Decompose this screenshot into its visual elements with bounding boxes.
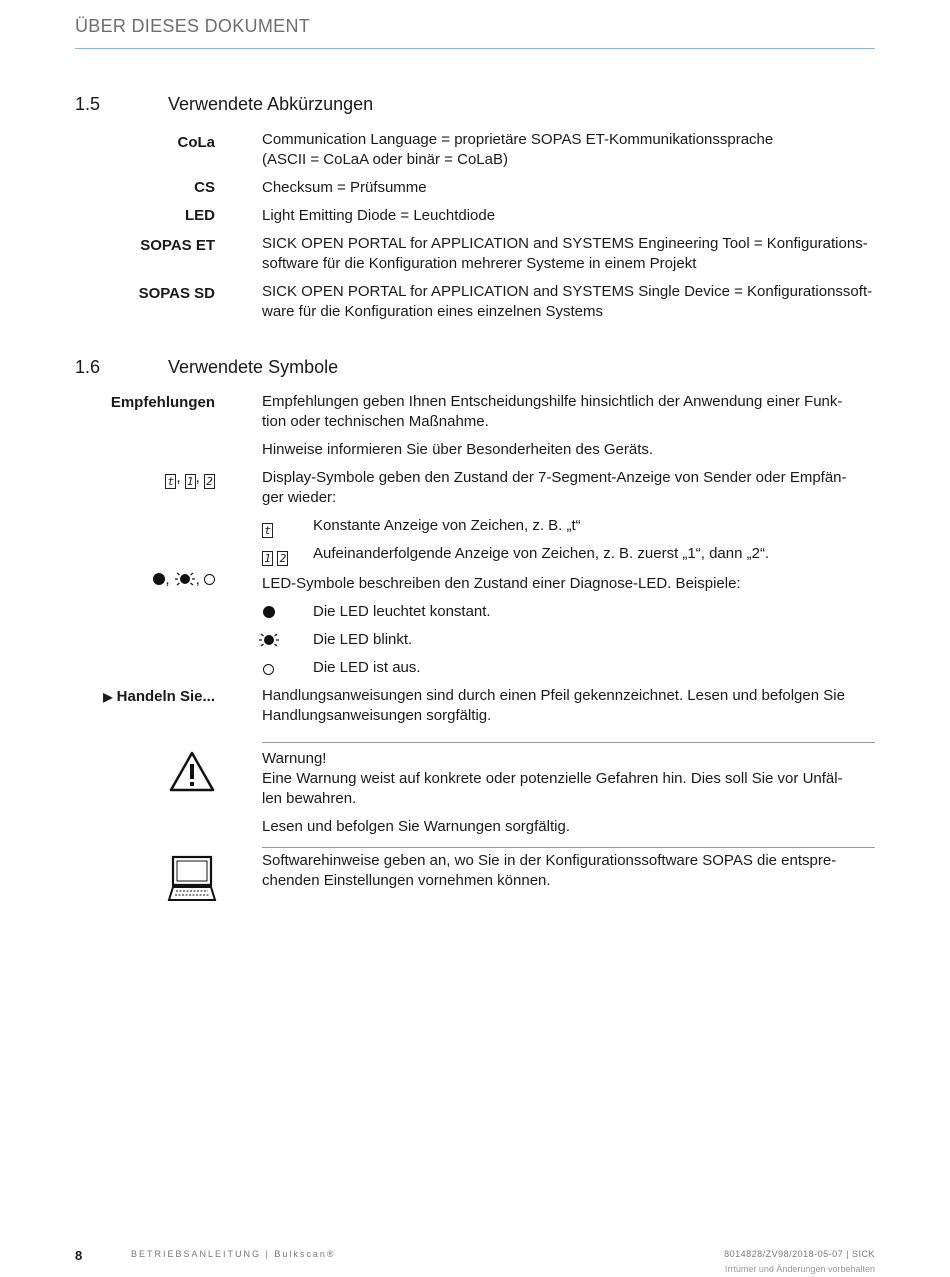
desc-line: chenden Einstellungen vornehmen können.: [262, 872, 551, 889]
seg-display-1-icon: 1: [185, 474, 196, 489]
abbr-desc-line: Communication Language = proprietäre SOPAS ET-Kommunikationssprache: [262, 131, 774, 148]
section-number: 1.5: [75, 94, 101, 114]
seg-display-t-icon: t: [165, 474, 176, 489]
abbr-desc-sopas-sd: [262, 282, 874, 322]
warning-line: len bewahren.: [262, 790, 357, 807]
seg-display-2-icon: 2: [277, 551, 288, 566]
page-number: 8: [75, 1248, 83, 1263]
seg-display-t-icon: t: [262, 523, 273, 538]
led-off-text: Die LED ist aus.: [313, 659, 421, 676]
symbol-desc-display: [262, 468, 874, 508]
software-block: [262, 851, 874, 891]
abbr-desc-sopas-et: [262, 234, 874, 274]
desc-line: Empfehlungen geben Ihnen Entscheidungshilfe hinsichtlich der Anwendung einer Funk-: [262, 393, 843, 410]
abbr-desc-line: software für die Konfiguration mehrerer Systeme in einem Projekt: [262, 255, 697, 272]
led-blink-icon: [258, 633, 280, 647]
display-symbols: t , 1 , 2: [165, 469, 215, 489]
footer-reference: 8014828/ZV98/2018-05-07 | SICK: [724, 1249, 875, 1259]
desc-line: ger wieder:: [262, 489, 337, 506]
section-number: 1.6: [75, 357, 101, 377]
warning-block: [262, 749, 874, 837]
symbol-term-recommendations: Empfehlungen: [110, 394, 215, 411]
symbol-desc-recommendations: [262, 392, 874, 432]
abbr-term-led: LED: [185, 207, 215, 224]
desc-line: Handlungsanweisungen sorgfältig.: [262, 707, 492, 724]
abbr-desc-line: ware für die Konfiguration eines einzelnen Systems: [262, 303, 604, 320]
display-sub-icon-sequence: [262, 546, 288, 566]
seg-display-2-icon: 2: [204, 474, 215, 489]
desc-line: Display-Symbole geben den Zustand der 7-Segment-Anzeige von Sender oder Empfän-: [262, 469, 847, 486]
page-header-title: ÜBER DIESES DOKUMENT: [75, 16, 311, 36]
warning-top-rule: [262, 742, 875, 743]
footer-document-title: BETRIEBSANLEITUNG | Bulkscan®: [131, 1249, 336, 1259]
abbr-desc-cola: [262, 130, 874, 170]
action-label: Handeln Sie...: [116, 688, 215, 705]
warning-line: Eine Warnung weist auf konkrete oder potenzielle Gefahren hin. Dies soll Sie vor Unfäl-: [262, 770, 843, 787]
led-symbols: , ,: [153, 571, 215, 588]
abbr-desc-line: (ASCII = CoLaA oder binär = CoLaB): [262, 151, 508, 168]
symbol-term-action: [103, 688, 215, 705]
laptop-icon: [167, 855, 217, 908]
led-on-icon: [153, 573, 165, 585]
led-off-icon: [204, 574, 215, 585]
abbr-desc-cs: Checksum = Prüfsumme: [262, 179, 427, 196]
symbol-desc-notes: Hinweise informieren Sie über Besonderheiten des Geräts.: [262, 441, 654, 458]
desc-line: tion oder technischen Maßnahme.: [262, 413, 489, 430]
warning-triangle-icon: [169, 750, 215, 797]
led-blink-icon-wrap: [258, 632, 280, 650]
software-top-rule: [262, 847, 875, 848]
section-title: Verwendete Symbole: [168, 357, 339, 377]
led-on-icon: [263, 606, 275, 618]
abbr-desc-line: SICK OPEN PORTAL for APPLICATION and SYSTEMS Engineering Tool = Konfigurations-: [262, 235, 868, 252]
led-on-text: Die LED leuchtet konstant.: [313, 603, 491, 620]
abbr-term-cola: CoLa: [177, 134, 215, 151]
warning-title: Warnung!: [262, 750, 327, 767]
display-sub-icon-constant: [262, 518, 273, 538]
seg-display-1-icon: 1: [262, 551, 273, 566]
arrow-right-icon: ▶: [103, 690, 113, 704]
abbr-desc-line: SICK OPEN PORTAL for APPLICATION and SYSTEMS Single Device = Konfigurationssoft-: [262, 283, 873, 300]
abbr-term-sopas-sd: SOPAS SD: [138, 285, 215, 302]
led-on-icon-wrap: [263, 604, 275, 622]
desc-line: Softwarehinweise geben an, wo Sie in der Konfigurationssoftware SOPAS die entspre-: [262, 852, 837, 869]
warning-line: Lesen und befolgen Sie Warnungen sorgfältig.: [262, 818, 570, 835]
led-blink-icon: [174, 572, 196, 586]
symbol-desc-led: LED-Symbole beschreiben den Zustand einer Diagnose-LED. Beispiele:: [262, 575, 741, 592]
display-sub-sequence: Aufeinanderfolgende Anzeige von Zeichen, z. B. zuerst „1“, dann „2“.: [313, 545, 770, 562]
led-blink-text: Die LED blinkt.: [313, 631, 413, 648]
abbr-term-cs: CS: [194, 179, 215, 196]
footer-disclaimer: Irrtümer und Änderungen vorbehalten: [724, 1264, 875, 1274]
led-off-icon-wrap: [263, 661, 274, 679]
abbr-desc-led: Light Emitting Diode = Leuchtdiode: [262, 207, 496, 224]
symbol-desc-action: [262, 686, 874, 726]
display-sub-constant: Konstante Anzeige von Zeichen, z. B. „t“: [313, 517, 581, 534]
abbr-term-sopas-et: SOPAS ET: [140, 237, 215, 254]
section-title: Verwendete Abkürzungen: [168, 94, 374, 114]
led-off-icon: [263, 664, 274, 675]
desc-line: Handlungsanweisungen sind durch einen Pfeil gekennzeichnet. Lesen und befolgen Sie: [262, 687, 845, 704]
header-divider: [75, 48, 875, 49]
